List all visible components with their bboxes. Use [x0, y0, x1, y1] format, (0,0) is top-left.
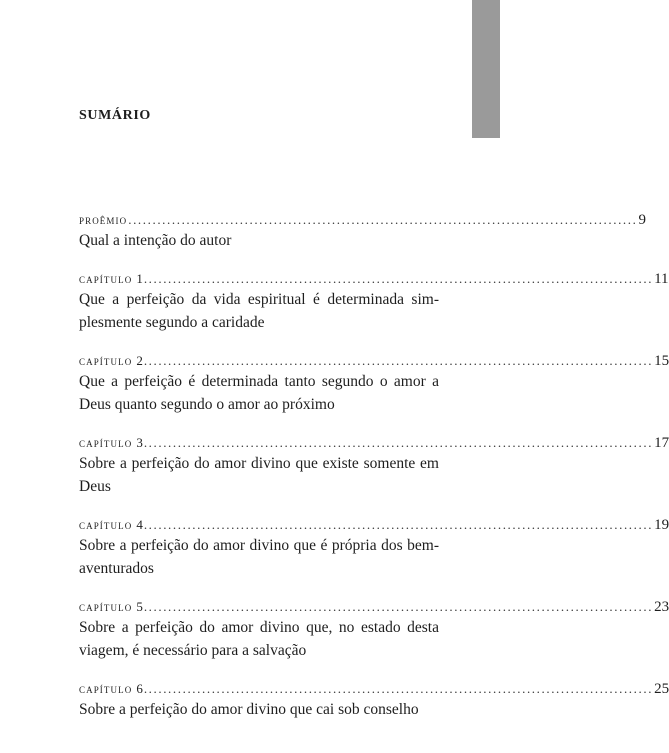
toc-heading-line: [79, 211, 646, 229]
toc-page-number[interactable]: 9: [638, 212, 646, 228]
toc-entry-description: Sobre a perfeição do amor divino que é própria dos bem-aventurados: [79, 537, 439, 577]
toc-heading-line: [79, 352, 669, 370]
toc-entry-capitulo-2[interactable]: [79, 352, 669, 416]
toc-page-number[interactable]: 11: [654, 271, 669, 287]
toc-heading-line: [79, 598, 669, 616]
toc-entry-description: Qual a intenção do autor: [79, 232, 232, 249]
dot-leader: .........................................................................................................: [143, 599, 654, 614]
toc-page-number[interactable]: 23: [654, 599, 669, 615]
toc-entry-label: capítulo: [79, 517, 133, 532]
toc-heading-line: [79, 680, 669, 698]
dot-leader: .........................................................................................................: [128, 212, 638, 227]
toc-entry-label: capítulo: [79, 681, 133, 696]
dot-leader: .........................................................................................................: [143, 517, 654, 532]
page-title: SUMÁRIO: [79, 108, 151, 123]
toc-entry-label: proêmio: [79, 212, 128, 227]
toc-entry-capitulo-3[interactable]: [79, 434, 669, 498]
toc-entry-number: 1: [136, 271, 143, 286]
toc-heading-line: [79, 434, 669, 452]
toc-entry-capitulo-1[interactable]: [79, 270, 669, 334]
toc-entry-label: capítulo: [79, 271, 133, 286]
toc-page-number[interactable]: 17: [654, 435, 669, 451]
toc-entry-description: Sobre a perfeição do amor divino que existe somente em Deus: [79, 455, 439, 495]
dot-leader: .........................................................................................................: [143, 353, 654, 368]
toc-entry-description: Sobre a perfeição do amor divino que cai sob conselho: [79, 701, 419, 718]
table-of-contents: [79, 211, 669, 739]
page-edge-tab: [472, 0, 500, 138]
toc-entry-description: Que a perfeição da vida espiritual é determinada simplesmente segundo a caridade: [79, 291, 439, 331]
dot-leader: .........................................................................................................: [143, 435, 654, 450]
toc-page-number[interactable]: 25: [654, 681, 669, 697]
toc-page-number[interactable]: 15: [654, 353, 669, 369]
toc-entry-description: Sobre a perfeição do amor divino que, no estado desta viagem, é necessário para a salvação: [79, 619, 439, 659]
toc-heading-line: [79, 516, 669, 534]
toc-entry-capitulo-6[interactable]: [79, 680, 669, 721]
toc-entry-proemio[interactable]: [79, 211, 646, 252]
toc-entry-capitulo-5[interactable]: [79, 598, 669, 662]
toc-entry-label: capítulo: [79, 435, 133, 450]
dot-leader: .........................................................................................................: [143, 681, 654, 696]
toc-entry-label: capítulo: [79, 599, 133, 614]
toc-page-number[interactable]: 19: [654, 517, 669, 533]
toc-entry-label: capítulo: [79, 353, 133, 368]
toc-entry-capitulo-4[interactable]: [79, 516, 669, 580]
toc-entry-number: 3: [136, 435, 143, 450]
dot-leader: .........................................................................................................: [143, 271, 654, 286]
toc-heading-line: [79, 270, 669, 288]
toc-entry-description: Que a perfeição é determinada tanto segundo o amor a Deus quanto segundo o amor ao próximo: [79, 373, 439, 413]
toc-entry-number: 5: [136, 599, 143, 614]
toc-entry-number: 6: [136, 681, 143, 696]
toc-entry-number: 4: [136, 517, 143, 532]
toc-entry-number: 2: [136, 353, 143, 368]
